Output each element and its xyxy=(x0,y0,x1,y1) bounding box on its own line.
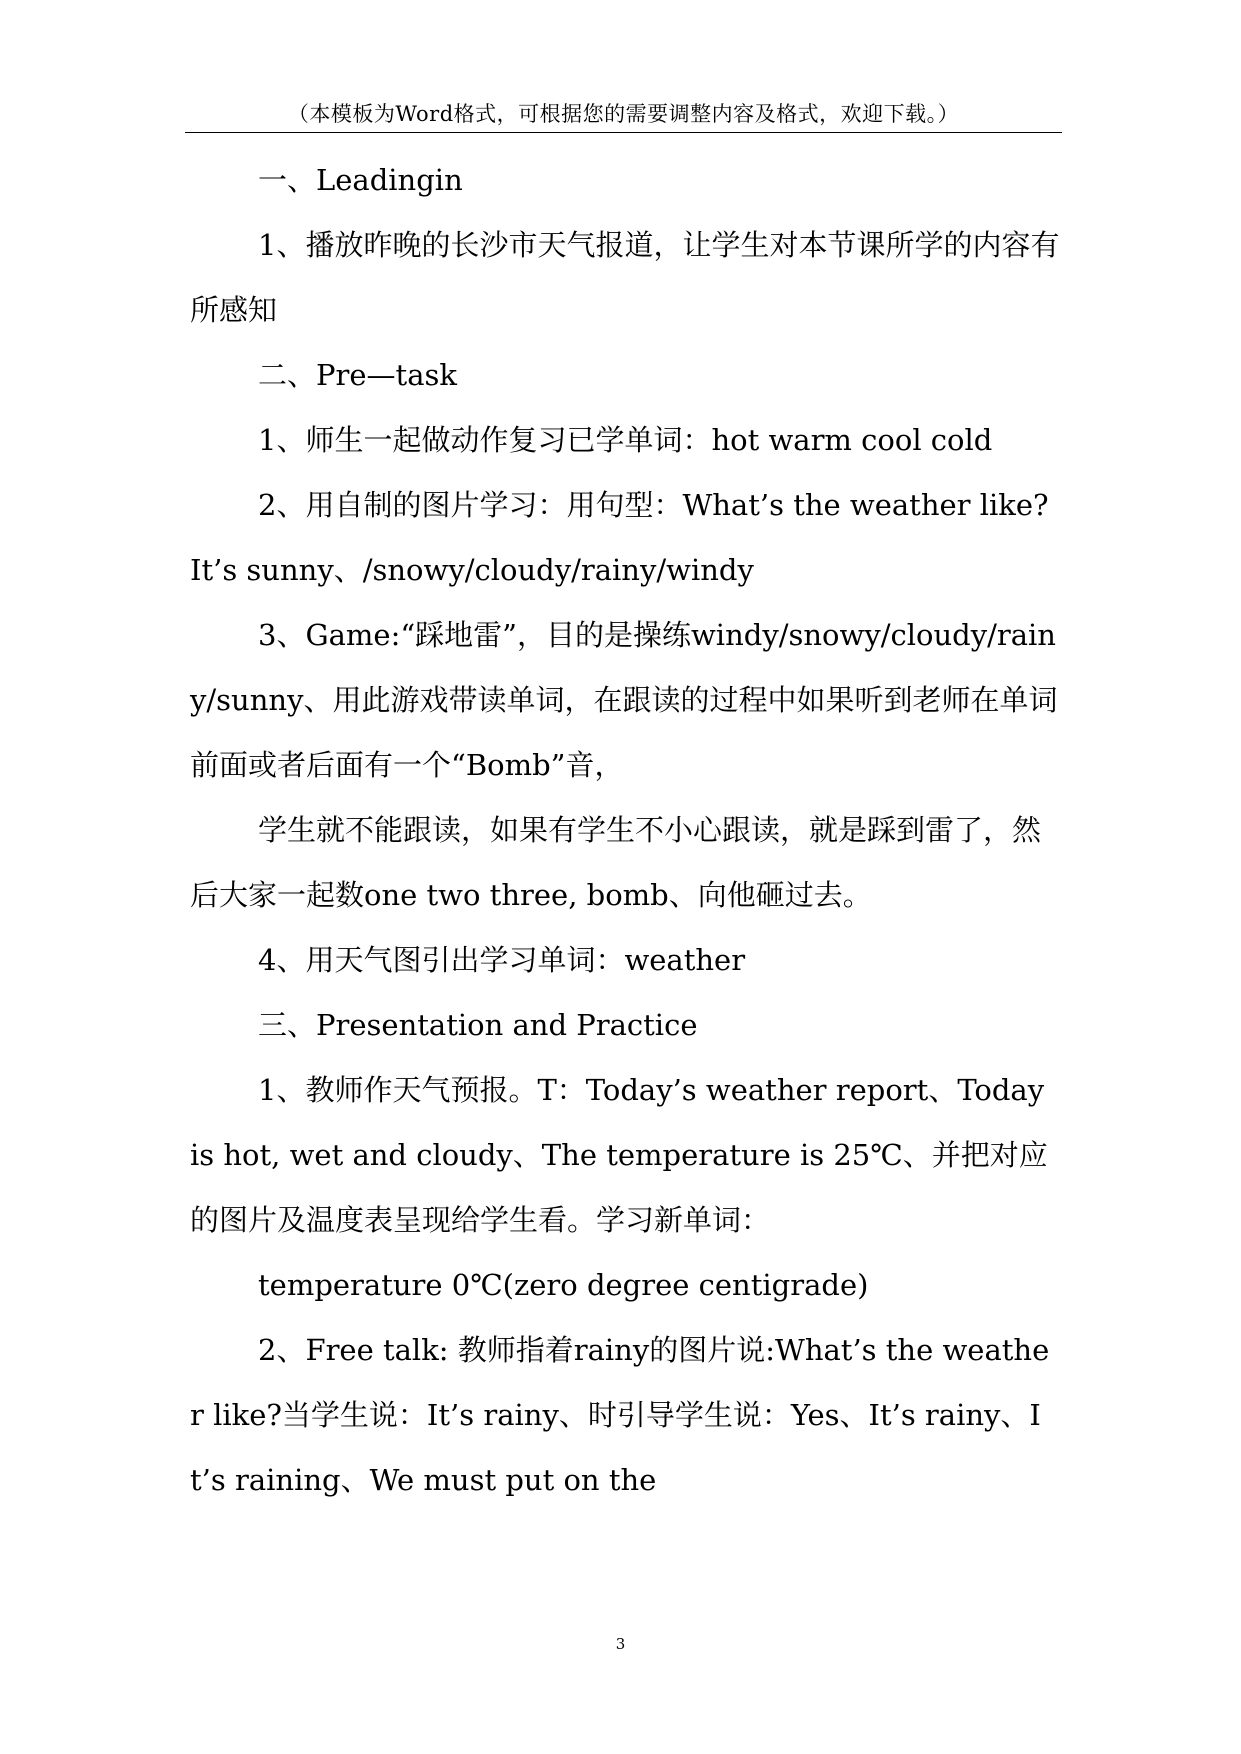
paragraph: 1、教师作天气预报。T：Today’s weather report、Today is hot, wet and cloudy、The temperature is 25℃、并把对应的图片及温度表呈现给学生看。学习新单词： xyxy=(190,1073,1048,1237)
paragraph: 2、Free talk: 教师指着rainy的图片说:What’s the weather like?当学生说：It’s rainy、时引导学生说：Yes、It’s rainy、It’s raining、We must put on the xyxy=(190,1333,1050,1497)
paragraph: temperature 0℃(zero degree centigrade) xyxy=(258,1268,869,1302)
header-divider xyxy=(185,132,1062,133)
section-heading-pre-task: 二、Pre—task xyxy=(258,358,457,392)
section-heading-leading-in: 一、Leadingin xyxy=(258,163,463,197)
page-number: 3 xyxy=(615,1635,626,1653)
paragraph: 3、Game:“踩地雷”，目的是操练windy/snowy/cloudy/rainy/sunny、用此游戏带读单词，在跟读的过程中如果听到老师在单词前面或者后面有一个“Bomb”音， xyxy=(190,618,1058,782)
paragraph: 4、用天气图引出学习单词：weather xyxy=(258,943,746,977)
paragraph: 2、用自制的图片学习：用句型：What’s the weather like? It’s sunny、/snowy/cloudy/rainy/windy xyxy=(190,488,1049,587)
paragraph: 1、播放昨晚的长沙市天气报道，让学生对本节课所学的内容有所感知 xyxy=(190,228,1060,327)
header-note: （本模板为Word格式，可根据您的需要调整内容及格式，欢迎下载。） xyxy=(287,102,960,126)
document-body xyxy=(190,148,1062,1513)
paragraph: 学生就不能跟读，如果有学生不小心跟读，就是踩到雷了，然后大家一起数one two three, bomb、向他砸过去。 xyxy=(190,813,1042,912)
paragraph: 1、师生一起做动作复习已学单词：hot warm cool cold xyxy=(258,423,993,457)
section-heading-presentation: 三、Presentation and Practice xyxy=(258,1008,698,1042)
